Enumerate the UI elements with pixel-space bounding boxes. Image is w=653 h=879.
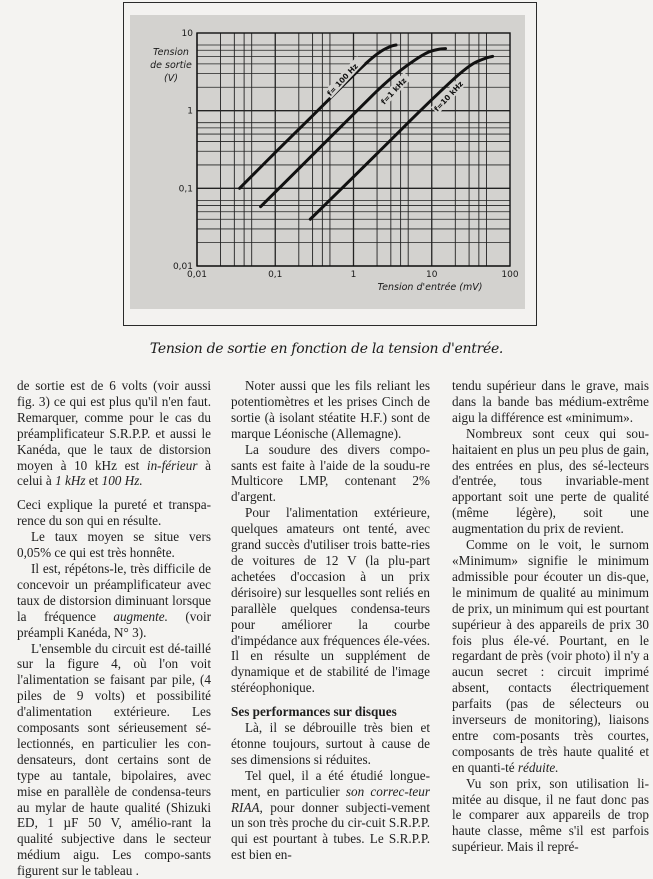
paragraph: L'ensemble du circuit est dé-taillé sur la figure 4, où l'on voit l'alimentation se faisant par pile, (4 piles de 9 volts) et possibilité d'alimentation extérieure. Les composants sont sérieusement sé-lectionnés, en particulier les con-densateurs, dont certains sont de type au tantale, bipolaires, avec mise en parallèle de condensa-teurs au mylar de haute qualité (Shizuki ED, 1 µF 50 V, amélio-rant la qualité subjective dans le secteur médium aigu. Les compo-sants figurent sur le tableau . <box>17 641 211 879</box>
article-column-2 <box>231 378 430 863</box>
svg-text:f=1 kHz: f=1 kHz <box>379 76 408 106</box>
log-log-chart <box>124 3 536 325</box>
article-column-1 <box>17 378 211 879</box>
y-axis-label: Tension <box>153 47 189 58</box>
paragraph: de sortie est de 6 volts (voir aussi fig. 3) ce qui est plus qu'il n'en faut. Remarquer, comme pour le cas du préamplificateur S.R.P.P. et aussi le Kanéda, que le taux de distorsion moyen à 10 kHz est in-férieur à celui à 1 kHz et 100 Hz. <box>17 378 211 489</box>
x-tick-label: 0,01 <box>187 270 207 280</box>
x-axis-label: Tension d'entrée (mV) <box>378 282 483 293</box>
paragraph: Tel quel, il a été étudié longue-ment, en particulier son correc-teur RIAA, pour donner subjecti-vement un son très proche du cir-cuit S.R.P.P. qui est pourtant à tubes. Le S.R.P.P. est bien en- <box>231 768 430 863</box>
x-tick-label: 1 <box>351 270 357 280</box>
paragraph: La soudure des divers compo-sants est faite à l'aide de la soudu-re Multicore LMP, contenant 2% d'argent. <box>231 442 430 506</box>
y-tick-label: 0,1 <box>179 184 193 194</box>
svg-text:f= 100 Hz: f= 100 Hz <box>325 62 360 98</box>
paragraph: tendu supérieur dans le grave, mais dans la bande bas médium-extrême aigu la différence est «minimum». <box>452 378 649 426</box>
y-axis-label: de sortie <box>150 60 192 71</box>
figure-caption: Tension de sortie en fonction de la tension d'entrée. <box>0 341 653 357</box>
section-heading: Ses performances sur disques <box>231 704 430 720</box>
article-column-3 <box>452 378 649 855</box>
paragraph: Il est, répétons-le, très difficile de concevoir un préamplificateur avec taux de distorsion diminuant lorsque la fréquence augmente. (voir préampli Kanéda, N° 3). <box>17 561 211 641</box>
svg-text:f=10 kHz: f=10 kHz <box>432 79 465 113</box>
y-tick-label: 1 <box>187 107 193 117</box>
y-axis-label: (V) <box>164 73 178 84</box>
paragraph: Noter aussi que les fils reliant les potentiomètres et les prises Cinch de sortie (à isolant stéatite H.F.) sont de marque Léonische (Allemagne). <box>231 378 430 442</box>
x-tick-label: 0,1 <box>268 270 282 280</box>
curve-0 <box>240 45 397 188</box>
paragraph: Là, il se débrouille très bien et étonne toujours, surtout à cause de ses dimensions si réduites. <box>231 720 430 768</box>
paragraph: Pour l'alimentation extérieure, quelques amateurs ont tenté, avec grand succès d'utiliser trois batte-ries de voitures de 12 V (la plu-part achetées d'occasion à un prix dérisoire) sur lesquelles sont reliés en parallèle quelques condensa-teurs pour améliorer la courbe d'impédance aux fréquences éle-vées. Il en résulte un supplément de dynamique et de stabilité de l'image stéréophonique. <box>231 505 430 696</box>
paragraph: Nombreux sont ceux qui sou-haitaient en plus un peu plus de gain, des entrées en plus, des sé-lecteurs d'entrée, tous invariable-ment apportant soit une perte de qualité (même légère), soit une augmentation du prix de revient. <box>452 426 649 537</box>
y-tick-label: 10 <box>182 29 194 39</box>
curve-label <box>378 72 412 107</box>
y-tick-label: 0,01 <box>173 262 193 272</box>
x-tick-label: 10 <box>426 270 438 280</box>
x-tick-label: 100 <box>501 270 518 280</box>
figure-frame <box>123 2 537 326</box>
paragraph: Le taux moyen se situe vers 0,05% ce qui est très honnête. <box>17 529 211 561</box>
paragraph: Vu son prix, son utilisation li-mitée au disque, il ne faut donc pas le comparer aux appareils de trop haute classe, même s'il est parfois supérieur. Mais il repré- <box>452 776 649 856</box>
paragraph: Ceci explique la pureté et transpa-rence du son qui en résulte. <box>17 497 211 529</box>
paragraph: Comme on le voit, le surnom «Minimum» signifie le minimum admissible pour écouter un dis-que, le minimum de qualité au minimum de prix, un minimum qui est pourtant supérieur à des appareils de prix 30 fois plus éle-vé. Pourtant, en le regardant de près (voir photo) il n'y a aucun secret : circuit imprimé absent, contacts électriquement parfaits (pas de sélecteurs ou inverseurs de monitoring), liaisons entre com-posants très courtes, composants de très haute qualité et en quanti-té réduite. <box>452 537 649 776</box>
